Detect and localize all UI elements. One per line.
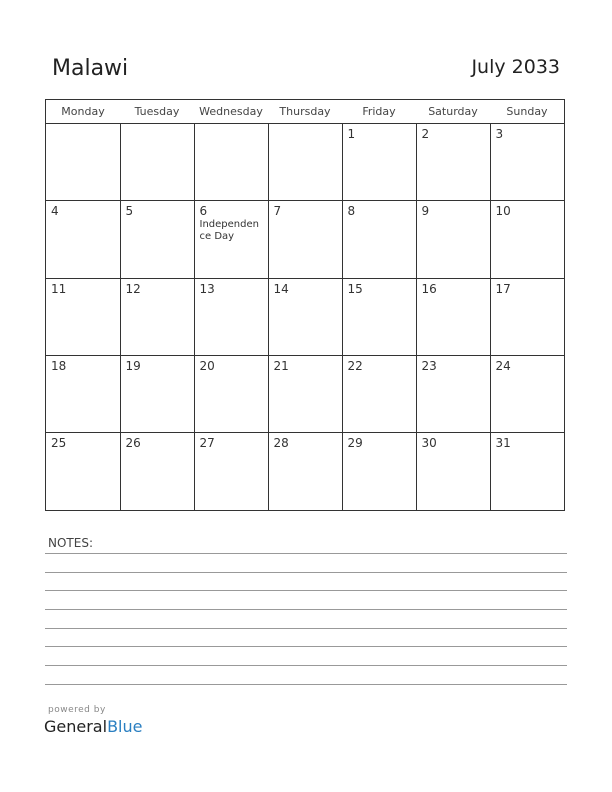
day-cell — [490, 355, 564, 432]
day-cell — [46, 433, 120, 510]
day-cell — [490, 278, 564, 355]
day-number: 23 — [421, 358, 437, 373]
notes-label: NOTES: — [48, 536, 93, 550]
weekday-header: Saturday — [416, 100, 490, 124]
weekday-header: Thursday — [268, 100, 342, 124]
weekday-header-row — [46, 100, 564, 124]
day-cell — [46, 201, 120, 278]
brand-logo — [44, 717, 142, 736]
month-title: July 2033 — [471, 56, 560, 78]
day-cell — [342, 201, 416, 278]
day-cell — [268, 278, 342, 355]
notes-line — [45, 665, 567, 666]
day-cell — [342, 355, 416, 432]
day-number: 29 — [347, 436, 363, 451]
notes-line — [45, 572, 567, 573]
weekday-header: Friday — [342, 100, 416, 124]
day-number: 4 — [51, 204, 59, 219]
day-number: 2 — [421, 127, 430, 141]
brand-general: General — [44, 717, 108, 736]
day-number: 20 — [199, 358, 215, 373]
notes-line — [45, 553, 567, 554]
day-cell — [416, 124, 490, 201]
day-number: 7 — [273, 204, 282, 219]
day-cell — [120, 124, 194, 201]
country-title: Malawi — [52, 56, 129, 81]
day-cell — [268, 433, 342, 510]
day-cell — [120, 355, 194, 432]
week-row — [46, 355, 564, 432]
weekday-header: Wednesday — [194, 100, 268, 124]
day-cell — [194, 124, 268, 201]
day-number: 11 — [51, 281, 67, 296]
day-number: 26 — [125, 436, 141, 451]
day-number: 6 — [199, 204, 208, 219]
calendar-grid — [45, 99, 565, 511]
notes-line — [45, 646, 567, 647]
day-cell — [194, 355, 268, 432]
day-number: 15 — [347, 281, 363, 296]
day-number: 17 — [495, 281, 511, 296]
day-cell — [490, 201, 564, 278]
day-cell — [342, 124, 416, 201]
day-cell — [416, 355, 490, 432]
day-number: 25 — [51, 436, 67, 451]
day-cell — [46, 124, 120, 201]
day-number: 10 — [495, 204, 511, 219]
calendar-body — [46, 124, 564, 511]
day-cell — [46, 355, 120, 432]
day-cell — [490, 124, 564, 201]
day-number: 19 — [125, 358, 141, 373]
weekday-header: Sunday — [490, 100, 564, 124]
day-number: 14 — [273, 281, 289, 296]
weekday-header: Tuesday — [120, 100, 194, 124]
day-cell — [268, 355, 342, 432]
day-cell — [120, 201, 194, 278]
day-number: 18 — [51, 358, 67, 373]
notes-line — [45, 684, 567, 685]
week-row — [46, 124, 564, 201]
notes-line — [45, 590, 567, 591]
day-number: 21 — [273, 358, 289, 373]
day-number: 27 — [199, 436, 215, 451]
day-cell — [120, 433, 194, 510]
day-cell — [120, 278, 194, 355]
notes-line — [45, 609, 567, 610]
day-number: 5 — [125, 204, 134, 219]
day-number: 31 — [495, 436, 511, 451]
day-number: 28 — [273, 436, 289, 451]
day-cell — [342, 278, 416, 355]
day-number: 3 — [495, 127, 504, 141]
day-cell — [268, 124, 342, 201]
day-cell — [342, 433, 416, 510]
day-number: 12 — [125, 281, 141, 296]
week-row — [46, 278, 564, 355]
day-number: 24 — [495, 358, 511, 373]
holiday-label: Independence Day — [199, 219, 259, 243]
day-cell — [194, 433, 268, 510]
day-cell — [416, 433, 490, 510]
day-cell — [194, 201, 268, 278]
day-number: 22 — [347, 358, 363, 373]
notes-line — [45, 628, 567, 629]
day-cell — [268, 201, 342, 278]
day-number: 16 — [421, 281, 437, 296]
week-row — [46, 201, 564, 278]
day-number: 9 — [421, 204, 430, 219]
brand-blue: Blue — [107, 717, 143, 736]
day-cell — [416, 278, 490, 355]
day-number: 30 — [421, 436, 437, 451]
day-cell — [490, 433, 564, 510]
day-number: 13 — [199, 281, 215, 296]
day-cell — [194, 278, 268, 355]
day-cell — [416, 201, 490, 278]
day-cell — [46, 278, 120, 355]
weekday-header: Monday — [46, 100, 120, 124]
day-number: 8 — [347, 204, 356, 219]
powered-by-text: powered by — [48, 705, 106, 715]
day-number: 1 — [347, 127, 356, 141]
week-row — [46, 433, 564, 510]
